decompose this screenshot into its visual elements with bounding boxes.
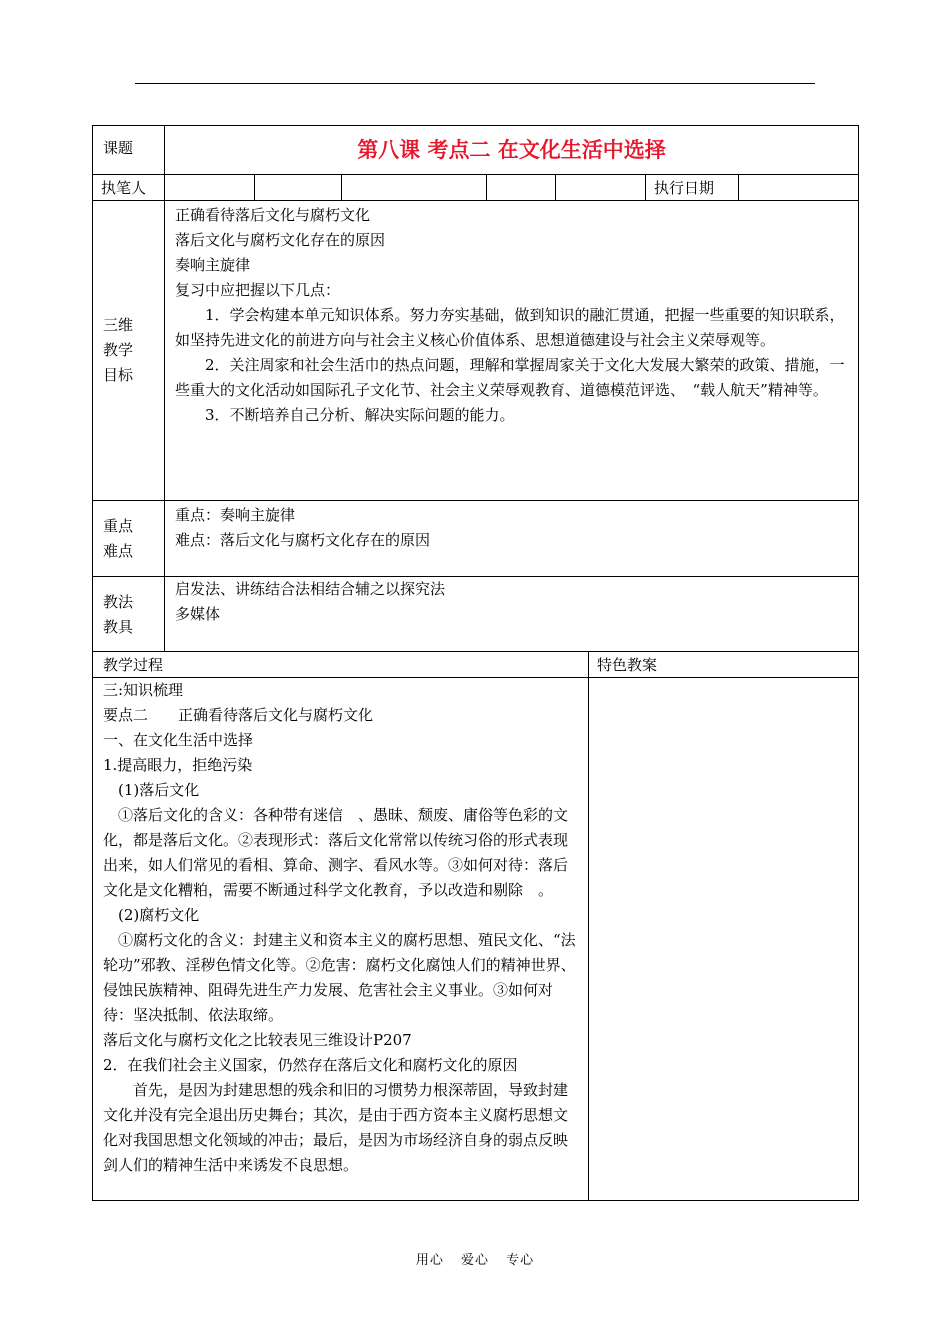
header-rule — [135, 83, 815, 84]
author-cell-3 — [341, 174, 487, 201]
page-footer — [0, 1249, 950, 1268]
focus-key: 重点：奏响主旋律 — [175, 506, 296, 524]
process-line: (2)腐朽文化 — [118, 906, 200, 924]
label-author: 执笔人 — [92, 174, 165, 201]
process-paragraph: 首先，是因为封建思想的残余和旧的习惯势力根深蒂固，导致封建文化并没有完全退出历史舞台；其次，是由于西方资本主义腐朽思想文化对我国思想文化领域的冲击；最后，是因为市场经济自身的弱点反映剑人们的精神生活中来诱发不良思想。 — [103, 1081, 569, 1174]
focus-content — [164, 500, 859, 577]
goal-line: 复习中应把握以下几点： — [175, 281, 341, 299]
label-course: 课题 — [92, 125, 165, 175]
footer-word: 爱心 — [460, 1253, 489, 1268]
label-process: 教学过程 — [92, 651, 589, 678]
label-date: 执行日期 — [645, 174, 739, 201]
label-goals: 三维 教学 目标 — [92, 200, 165, 501]
date-value — [738, 174, 859, 201]
side-notes — [588, 677, 859, 1201]
goal-point: 1．学会构建本单元知识体系。努力夯实基础，做到知识的融汇贯通，把握一些重要的知识联系，如坚持先进文化的前进方向与社会主义核心价值体系、思想道德建设与社会主义荣辱观等。 — [175, 306, 845, 349]
author-cell-2 — [254, 174, 342, 201]
process-paragraph: ①落后文化的含义：各种带有迷信 、愚昧、颓废、庸俗等色彩的文化，都是落后文化。②表现形式：落后文化常常以传统习俗的形式表现出来，如人们常见的看相、算命、测字、看风水等。③如何对待：落后文化是文化糟粕，需要不断通过科学文化教育，予以改造和剔除 。 — [103, 806, 569, 899]
author-cell-4 — [486, 174, 556, 201]
method-content — [164, 576, 859, 652]
goal-line: 奏响主旋律 — [175, 256, 251, 274]
process-line: 三:知识梳理 — [103, 681, 184, 699]
goal-point: 2．关注周家和社会生活巾的热点问题，理解和掌握周家关于文化大发展大繁荣的政策、措施，一些重大的文化活动如国际孔子文化节、社会主义荣辱观教育、道德模范评选、 “载人航天”精神等。 — [175, 356, 845, 399]
process-line: 一、在文化生活中选择 — [103, 731, 254, 749]
footer-word: 专心 — [506, 1253, 535, 1268]
process-line: 要点二 正确看待落后文化与腐朽文化 — [103, 706, 374, 724]
label-focus: 重点 难点 — [92, 500, 165, 577]
focus-difficult: 难点：落后文化与腐朽文化存在的原因 — [175, 531, 431, 549]
process-line: (1)落后文化 — [118, 781, 200, 799]
author-cell-5 — [555, 174, 646, 201]
method-methods: 启发法、讲练结合法相结合辅之以探究法 — [175, 580, 446, 598]
author-cell-1 — [164, 174, 255, 201]
goal-line: 落后文化与腐朽文化存在的原因 — [175, 231, 386, 249]
process-content — [92, 677, 589, 1201]
footer-word: 用心 — [415, 1253, 444, 1268]
process-line: 落后文化与腐朽文化之比较表见三维设计P207 — [103, 1031, 412, 1049]
process-paragraph: ①腐朽文化的含义：封建主义和资本主义的腐朽思想、殖民文化、“法轮功”邪教、淫秽色情文化等。②危害：腐朽文化腐蚀人们的精神世界、侵蚀民族精神、阻碍先进生产力发展、危害社会主义事业。③如何对待：坚决抵制、依法取缔。 — [103, 931, 576, 1024]
label-method: 教法 教具 — [92, 576, 165, 652]
process-line: 2．在我们社会主义国家，仍然存在落后文化和腐朽文化的原因 — [103, 1056, 518, 1074]
page-title: 第八课 考点二 在文化生活中选择 — [164, 125, 859, 175]
label-side: 特色教案 — [588, 651, 859, 678]
process-line: 1.提高眼力，拒绝污染 — [103, 756, 253, 774]
goals-content — [164, 200, 859, 501]
method-tools: 多媒体 — [175, 605, 221, 623]
goal-point: 3．不断培养自己分析、解决实际问题的能力。 — [205, 406, 515, 424]
goal-line: 正确看待落后文化与腐朽文化 — [175, 206, 371, 224]
